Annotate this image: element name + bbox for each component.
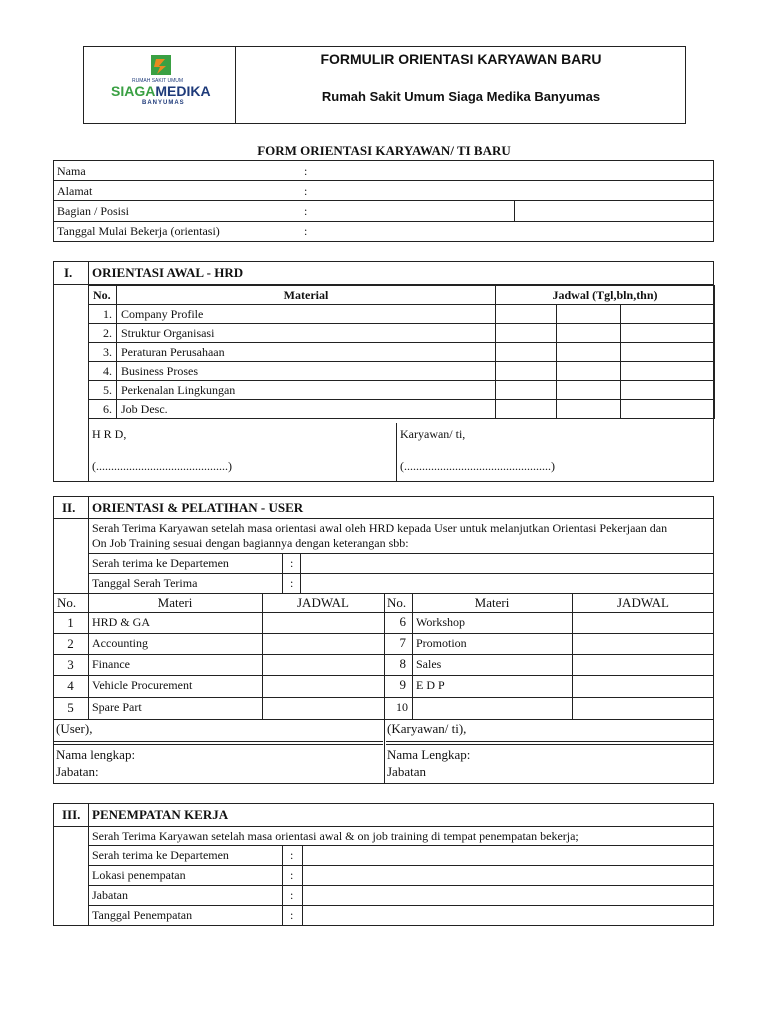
s3-desc: Serah Terima Karyawan setelah masa orientasi awal & on job training di tempat penempatan bekerja; [92, 829, 579, 843]
s1-row-no: 1. [89, 305, 117, 324]
s1-col-material: Material [117, 286, 496, 305]
s3-sep: : [290, 908, 294, 922]
s2-sep-tanggal: : [290, 576, 294, 590]
s2-sign-user: (User), [56, 721, 93, 736]
s2-col-jadwal-left: JADWAL [297, 595, 349, 610]
s3-sep: : [290, 848, 294, 862]
identity-label-nama: Nama [57, 164, 86, 178]
s1-date-cell[interactable] [496, 305, 557, 324]
s2-desc-line1: Serah Terima Karyawan setelah masa orientasi awal oleh HRD kepada User untuk melanjutkan Orientasi Pekerjaan dan [92, 521, 668, 535]
identity-label-alamat: Alamat [57, 184, 93, 198]
s1-row-no: 4. [89, 362, 117, 381]
s1-date-cell[interactable] [557, 324, 621, 343]
s2-right-no: 10 [396, 700, 408, 714]
s1-sign-karyawan-line[interactable]: (.................................................) [400, 459, 555, 473]
s3-field-departemen: Serah terima ke Departemen [92, 848, 229, 862]
logo-emblem-icon [148, 53, 174, 77]
identity-sep-bagian: : [304, 204, 308, 218]
s2-right-no: 9 [399, 677, 406, 692]
s2-left-materi: Accounting [92, 636, 148, 650]
s1-date-cell[interactable] [557, 343, 621, 362]
s2-sign-karyawan: (Karyawan/ ti), [387, 721, 467, 736]
s3-field-tanggal: Tanggal Penempatan [92, 908, 193, 922]
s1-row-no: 6. [89, 400, 117, 419]
s1-date-cell[interactable] [621, 305, 715, 324]
s1-sign-hrd-line[interactable]: (............................................) [92, 459, 232, 473]
s2-left-materi: Vehicle Procurement [92, 678, 193, 692]
s1-date-cell[interactable] [621, 381, 715, 400]
s2-right-no: 7 [399, 635, 406, 650]
section1-number: I. [64, 265, 73, 280]
identity-sep-tanggal: : [304, 224, 308, 238]
s1-row-material: Company Profile [117, 305, 496, 324]
s2-desc-line2: On Job Training sesuai dengan bagiannya dengan keterangan sbb: [92, 536, 409, 550]
s1-row-material: Perkenalan Lingkungan [117, 381, 496, 400]
s2-left-no: 4 [67, 678, 74, 693]
s2-col-materi-left: Materi [157, 595, 193, 610]
s1-date-cell[interactable] [621, 362, 715, 381]
identity-sep-nama: : [304, 164, 308, 178]
s2-left-no: 1 [67, 615, 74, 630]
s2-right-no: 8 [399, 656, 406, 671]
table-row [89, 381, 715, 400]
s2-right-no: 6 [399, 614, 406, 629]
s2-col-materi-right: Materi [474, 595, 510, 610]
s3-field-lokasi: Lokasi penempatan [92, 868, 186, 882]
s2-left-no: 3 [67, 657, 74, 672]
section2-title: ORIENTASI & PELATIHAN - USER [92, 500, 304, 515]
s2-left-materi: Finance [92, 657, 130, 671]
s1-row-material: Struktur Organisasi [117, 324, 496, 343]
s1-date-cell[interactable] [621, 400, 715, 419]
s1-date-cell[interactable] [557, 400, 621, 419]
s1-date-cell[interactable] [496, 400, 557, 419]
logo-name-medika: MEDIKA [155, 83, 211, 99]
s3-sep: : [290, 888, 294, 902]
table-row [89, 362, 715, 381]
s1-row-no: 2. [89, 324, 117, 343]
s2-sep-departemen: : [290, 556, 294, 570]
s1-date-cell[interactable] [496, 362, 557, 381]
form-main-title: FORMULIR ORIENTASI KARYAWAN BARU [320, 51, 602, 67]
s1-date-cell[interactable] [621, 324, 715, 343]
s1-date-cell[interactable] [496, 381, 557, 400]
table-row [89, 343, 715, 362]
section1-table [88, 285, 715, 419]
s1-row-no: 5. [89, 381, 117, 400]
logo-small-text: RUMAH SAKIT UMUM [132, 78, 184, 84]
section3-number: III. [62, 807, 81, 822]
s1-date-cell[interactable] [557, 381, 621, 400]
hospital-logo [108, 52, 218, 114]
s2-left-no: 2 [67, 636, 74, 651]
table-row [89, 400, 715, 419]
s1-date-cell[interactable] [557, 362, 621, 381]
table-row [89, 305, 715, 324]
logo-name-siaga: SIAGA [111, 83, 156, 99]
section3-title: PENEMPATAN KERJA [92, 807, 229, 822]
s1-date-cell[interactable] [496, 324, 557, 343]
s1-col-no: No. [89, 286, 117, 305]
form-title: FORM ORIENTASI KARYAWAN/ TI BARU [257, 143, 511, 158]
identity-sep-alamat: : [304, 184, 308, 198]
s2-field-departemen: Serah terima ke Departemen [92, 556, 229, 570]
s2-name-left[interactable]: Nama lengkap: [56, 747, 136, 762]
section1-title: ORIENTASI AWAL - HRD [92, 265, 244, 280]
logo-sub: BANYUMAS [142, 100, 185, 106]
table-row [89, 324, 715, 343]
s2-col-jadwal-right: JADWAL [617, 595, 669, 610]
s3-sep: : [290, 868, 294, 882]
s2-right-materi: Sales [416, 657, 442, 671]
logo-name [111, 83, 211, 99]
s1-date-cell[interactable] [496, 343, 557, 362]
s1-sign-hrd: H R D, [92, 427, 127, 441]
form-subtitle: Rumah Sakit Umum Siaga Medika Banyumas [321, 89, 601, 104]
s1-row-material: Business Proses [117, 362, 496, 381]
s2-left-materi: Spare Part [92, 700, 142, 714]
s2-right-materi: E D P [416, 678, 445, 692]
s1-row-material: Peraturan Perusahaan [117, 343, 496, 362]
section2-number: II. [62, 500, 76, 515]
s2-right-materi: Workshop [416, 615, 466, 629]
s2-col-no-left: No. [57, 595, 77, 610]
s2-name-right[interactable]: Nama Lengkap: [387, 747, 471, 762]
s1-col-jadwal: Jadwal (Tgl,bln,thn) [496, 286, 715, 305]
s1-sign-karyawan: Karyawan/ ti, [400, 427, 466, 441]
s1-date-cell[interactable] [621, 343, 715, 362]
s1-row-no: 3. [89, 343, 117, 362]
s2-col-no-right: No. [387, 595, 407, 610]
s3-field-jabatan: Jabatan [92, 888, 128, 902]
s2-job-left[interactable]: Jabatan: [56, 764, 99, 779]
s2-field-tanggal: Tanggal Serah Terima [92, 576, 198, 590]
s1-row-material: Job Desc. [117, 400, 496, 419]
identity-label-bagian: Bagian / Posisi [57, 204, 130, 218]
identity-label-tanggal: Tanggal Mulai Bekerja (orientasi) [57, 224, 220, 238]
s2-left-no: 5 [67, 700, 74, 715]
s2-right-materi: Promotion [416, 636, 467, 650]
s2-job-right[interactable]: Jabatan [387, 764, 426, 779]
s1-date-cell[interactable] [557, 305, 621, 324]
s2-left-materi: HRD & GA [92, 615, 151, 629]
